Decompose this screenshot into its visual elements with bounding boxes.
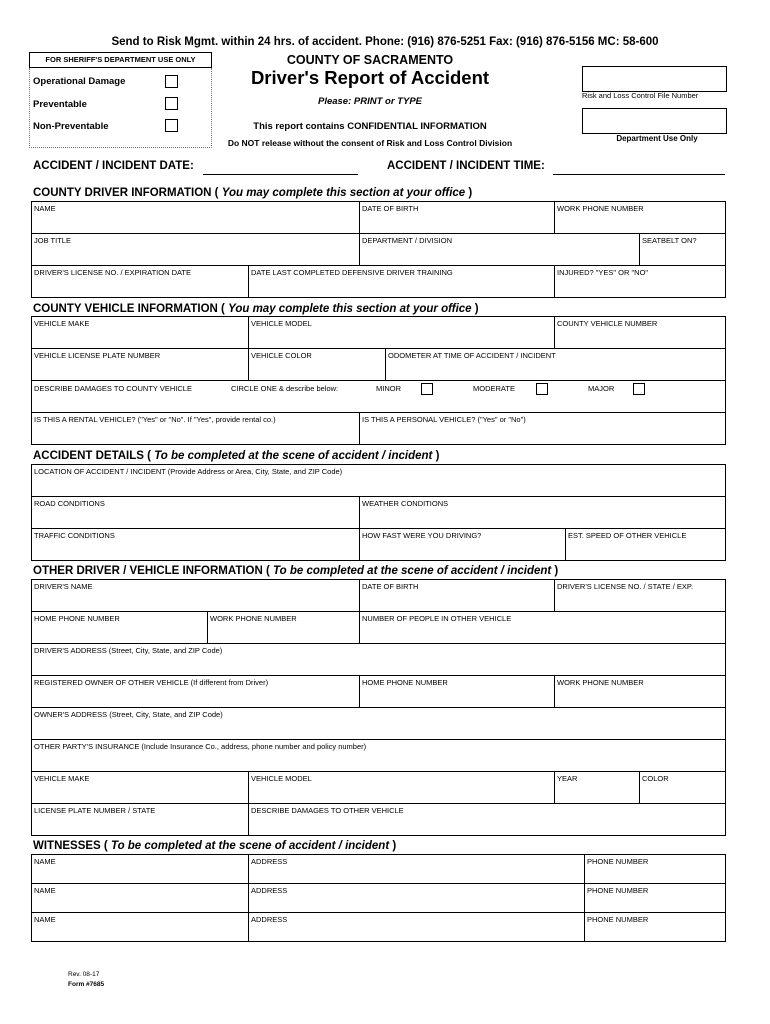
driver-dob-field[interactable]: DATE OF BIRTH — [359, 202, 554, 233]
accident-date-label: ACCIDENT / INCIDENT DATE: — [33, 160, 194, 172]
circle-one-label: CIRCLE ONE & describe below: — [231, 384, 339, 393]
county-vehicle-heading: COUNTY VEHICLE INFORMATION ( You may complete this section at your office ) — [33, 303, 479, 315]
accident-time-label: ACCIDENT / INCIDENT TIME: — [387, 160, 545, 172]
moderate-checkbox[interactable] — [536, 383, 548, 395]
other-plate-field[interactable]: LICENSE PLATE NUMBER / STATE — [34, 806, 156, 815]
witness-address-field[interactable]: ADDRESS — [248, 855, 584, 883]
personal-vehicle-field[interactable]: IS THIS A PERSONAL VEHICLE? ("Yes" or "No") — [359, 413, 727, 445]
accident-details-heading: ACCIDENT DETAILS ( To be completed at the scene of accident / incident ) — [33, 450, 440, 462]
owner-home-phone-field[interactable]: HOME PHONE NUMBER — [359, 676, 554, 707]
form-title: Driver's Report of Accident — [250, 67, 490, 88]
preventable-checkbox[interactable] — [165, 97, 178, 110]
other-driver-name-field[interactable]: DRIVER'S NAME — [34, 582, 93, 591]
form-number-label: Form #7685 — [68, 981, 105, 988]
rental-vehicle-field[interactable]: IS THIS A RENTAL VEHICLE? ("Yes" or "No". If "Yes", provide rental co.) — [34, 415, 276, 424]
county-driver-heading: COUNTY DRIVER INFORMATION ( You may complete this section at your office ) — [33, 187, 473, 199]
operational-damage-checkbox[interactable] — [165, 75, 178, 88]
number-of-people-field[interactable]: NUMBER OF PEOPLE IN OTHER VEHICLE — [359, 612, 727, 643]
other-driver-dob-field[interactable]: DATE OF BIRTH — [359, 580, 554, 611]
revision-label: Rev. 08-17 — [68, 971, 100, 978]
sheriff-use-label: FOR SHERIFF'S DEPARTMENT USE ONLY — [29, 52, 212, 68]
plate-number-field[interactable]: VEHICLE LICENSE PLATE NUMBER — [34, 351, 161, 360]
county-vehicle-grid — [31, 316, 726, 445]
release-notice: Do NOT release without the consent of Risk and Loss Control Division — [227, 138, 513, 148]
major-label: MAJOR — [588, 384, 615, 393]
non-preventable-checkbox[interactable] — [165, 119, 178, 132]
registered-owner-field[interactable]: REGISTERED OWNER OF OTHER VEHICLE (If different from Driver) — [34, 678, 269, 687]
vehicle-color-field[interactable]: VEHICLE COLOR — [248, 349, 385, 380]
accident-date-field[interactable] — [203, 173, 358, 175]
other-driver-grid — [31, 579, 726, 836]
job-title-field[interactable]: JOB TITLE — [34, 236, 71, 245]
major-checkbox[interactable] — [633, 383, 645, 395]
other-home-phone-field[interactable]: HOME PHONE NUMBER — [34, 614, 120, 623]
county-name: COUNTY OF SACRAMENTO — [286, 53, 454, 67]
moderate-label: MODERATE — [473, 384, 515, 393]
other-work-phone-field[interactable]: WORK PHONE NUMBER — [207, 612, 359, 643]
county-vehicle-number-field[interactable]: COUNTY VEHICLE NUMBER — [554, 317, 727, 348]
submission-instructions: Send to Risk Mgmt. within 24 hrs. of accident. Phone: (916) 876-5251 Fax: (916) 876-5156 MC: 58-600 — [111, 36, 659, 48]
minor-label: MINOR — [376, 384, 401, 393]
witness-row — [32, 884, 725, 913]
witnesses-grid — [31, 854, 726, 942]
vehicle-make-field[interactable]: VEHICLE MAKE — [34, 319, 90, 328]
owner-address-field[interactable]: OWNER'S ADDRESS (Street, City, State, and ZIP Code) — [34, 710, 223, 719]
defensive-training-field[interactable]: DATE LAST COMPLETED DEFENSIVE DRIVER TRAINING — [248, 266, 554, 298]
witness-phone-field[interactable]: PHONE NUMBER — [584, 884, 727, 912]
vehicle-model-field[interactable]: VEHICLE MODEL — [248, 317, 554, 348]
witness-row — [32, 855, 725, 884]
driver-work-phone-field[interactable]: WORK PHONE NUMBER — [554, 202, 727, 233]
print-instruction: Please: PRINT or TYPE — [317, 96, 422, 107]
accident-time-field[interactable] — [553, 173, 725, 175]
driving-speed-field[interactable]: HOW FAST WERE YOU DRIVING? — [359, 529, 565, 561]
damage-severity-row — [32, 381, 725, 413]
injured-field[interactable]: INJURED? "YES" OR "NO" — [554, 266, 727, 298]
non-preventable-label: Non-Preventable — [33, 121, 109, 132]
accident-details-grid — [31, 464, 726, 561]
other-damages-field[interactable]: DESCRIBE DAMAGES TO OTHER VEHICLE — [248, 804, 727, 836]
operational-damage-label: Operational Damage — [33, 76, 126, 87]
other-vehicle-year-field[interactable]: YEAR — [554, 772, 639, 803]
other-driver-heading: OTHER DRIVER / VEHICLE INFORMATION ( To be completed at the scene of accident / incident ) — [33, 565, 559, 577]
owner-work-phone-field[interactable]: WORK PHONE NUMBER — [554, 676, 727, 707]
other-vehicle-make-field[interactable]: VEHICLE MAKE — [34, 774, 90, 783]
witness-row — [32, 913, 725, 942]
risk-file-number-label: Risk and Loss Control File Number — [582, 91, 699, 100]
department-use-field[interactable] — [582, 108, 727, 134]
witness-name-field[interactable]: NAME — [34, 915, 56, 924]
preventable-label: Preventable — [33, 99, 87, 110]
damages-label: DESCRIBE DAMAGES TO COUNTY VEHICLE — [34, 384, 192, 393]
department-field[interactable]: DEPARTMENT / DIVISION — [359, 234, 639, 265]
witnesses-heading: WITNESSES ( To be completed at the scene of accident / incident ) — [33, 840, 397, 852]
location-field[interactable]: LOCATION OF ACCIDENT / INCIDENT (Provide Address or Area, City, State, and ZIP Code) — [34, 467, 343, 476]
witness-address-field[interactable]: ADDRESS — [248, 884, 584, 912]
other-vehicle-speed-field[interactable]: EST. SPEED OF OTHER VEHICLE — [565, 529, 727, 561]
department-use-label: Department Use Only — [616, 134, 698, 143]
other-vehicle-color-field[interactable]: COLOR — [639, 772, 727, 803]
seatbelt-field[interactable]: SEATBELT ON? — [639, 234, 727, 265]
insurance-field[interactable]: OTHER PARTY'S INSURANCE (Include Insurance Co., address, phone number and policy number) — [34, 742, 367, 751]
odometer-field[interactable]: ODOMETER AT TIME OF ACCIDENT / INCIDENT — [385, 349, 727, 380]
other-driver-license-field[interactable]: DRIVER'S LICENSE NO. / STATE / EXP. — [554, 580, 727, 611]
county-driver-grid — [31, 201, 726, 298]
risk-file-number-field[interactable] — [582, 66, 727, 92]
other-vehicle-model-field[interactable]: VEHICLE MODEL — [248, 772, 554, 803]
license-expiration-field[interactable]: DRIVER'S LICENSE NO. / EXPIRATION DATE — [34, 268, 192, 277]
traffic-conditions-field[interactable]: TRAFFIC CONDITIONS — [34, 531, 115, 540]
witness-name-field[interactable]: NAME — [34, 857, 56, 866]
weather-conditions-field[interactable]: WEATHER CONDITIONS — [359, 497, 727, 528]
minor-checkbox[interactable] — [421, 383, 433, 395]
driver-name-field[interactable]: NAME — [34, 204, 56, 213]
witness-phone-field[interactable]: PHONE NUMBER — [584, 913, 727, 942]
road-conditions-field[interactable]: ROAD CONDITIONS — [34, 499, 105, 508]
confidential-notice: This report contains CONFIDENTIAL INFORMATION — [253, 121, 487, 132]
other-driver-address-field[interactable]: DRIVER'S ADDRESS (Street, City, State, and ZIP Code) — [34, 646, 223, 655]
witness-phone-field[interactable]: PHONE NUMBER — [584, 855, 727, 883]
witness-name-field[interactable]: NAME — [34, 886, 56, 895]
witness-address-field[interactable]: ADDRESS — [248, 913, 584, 942]
